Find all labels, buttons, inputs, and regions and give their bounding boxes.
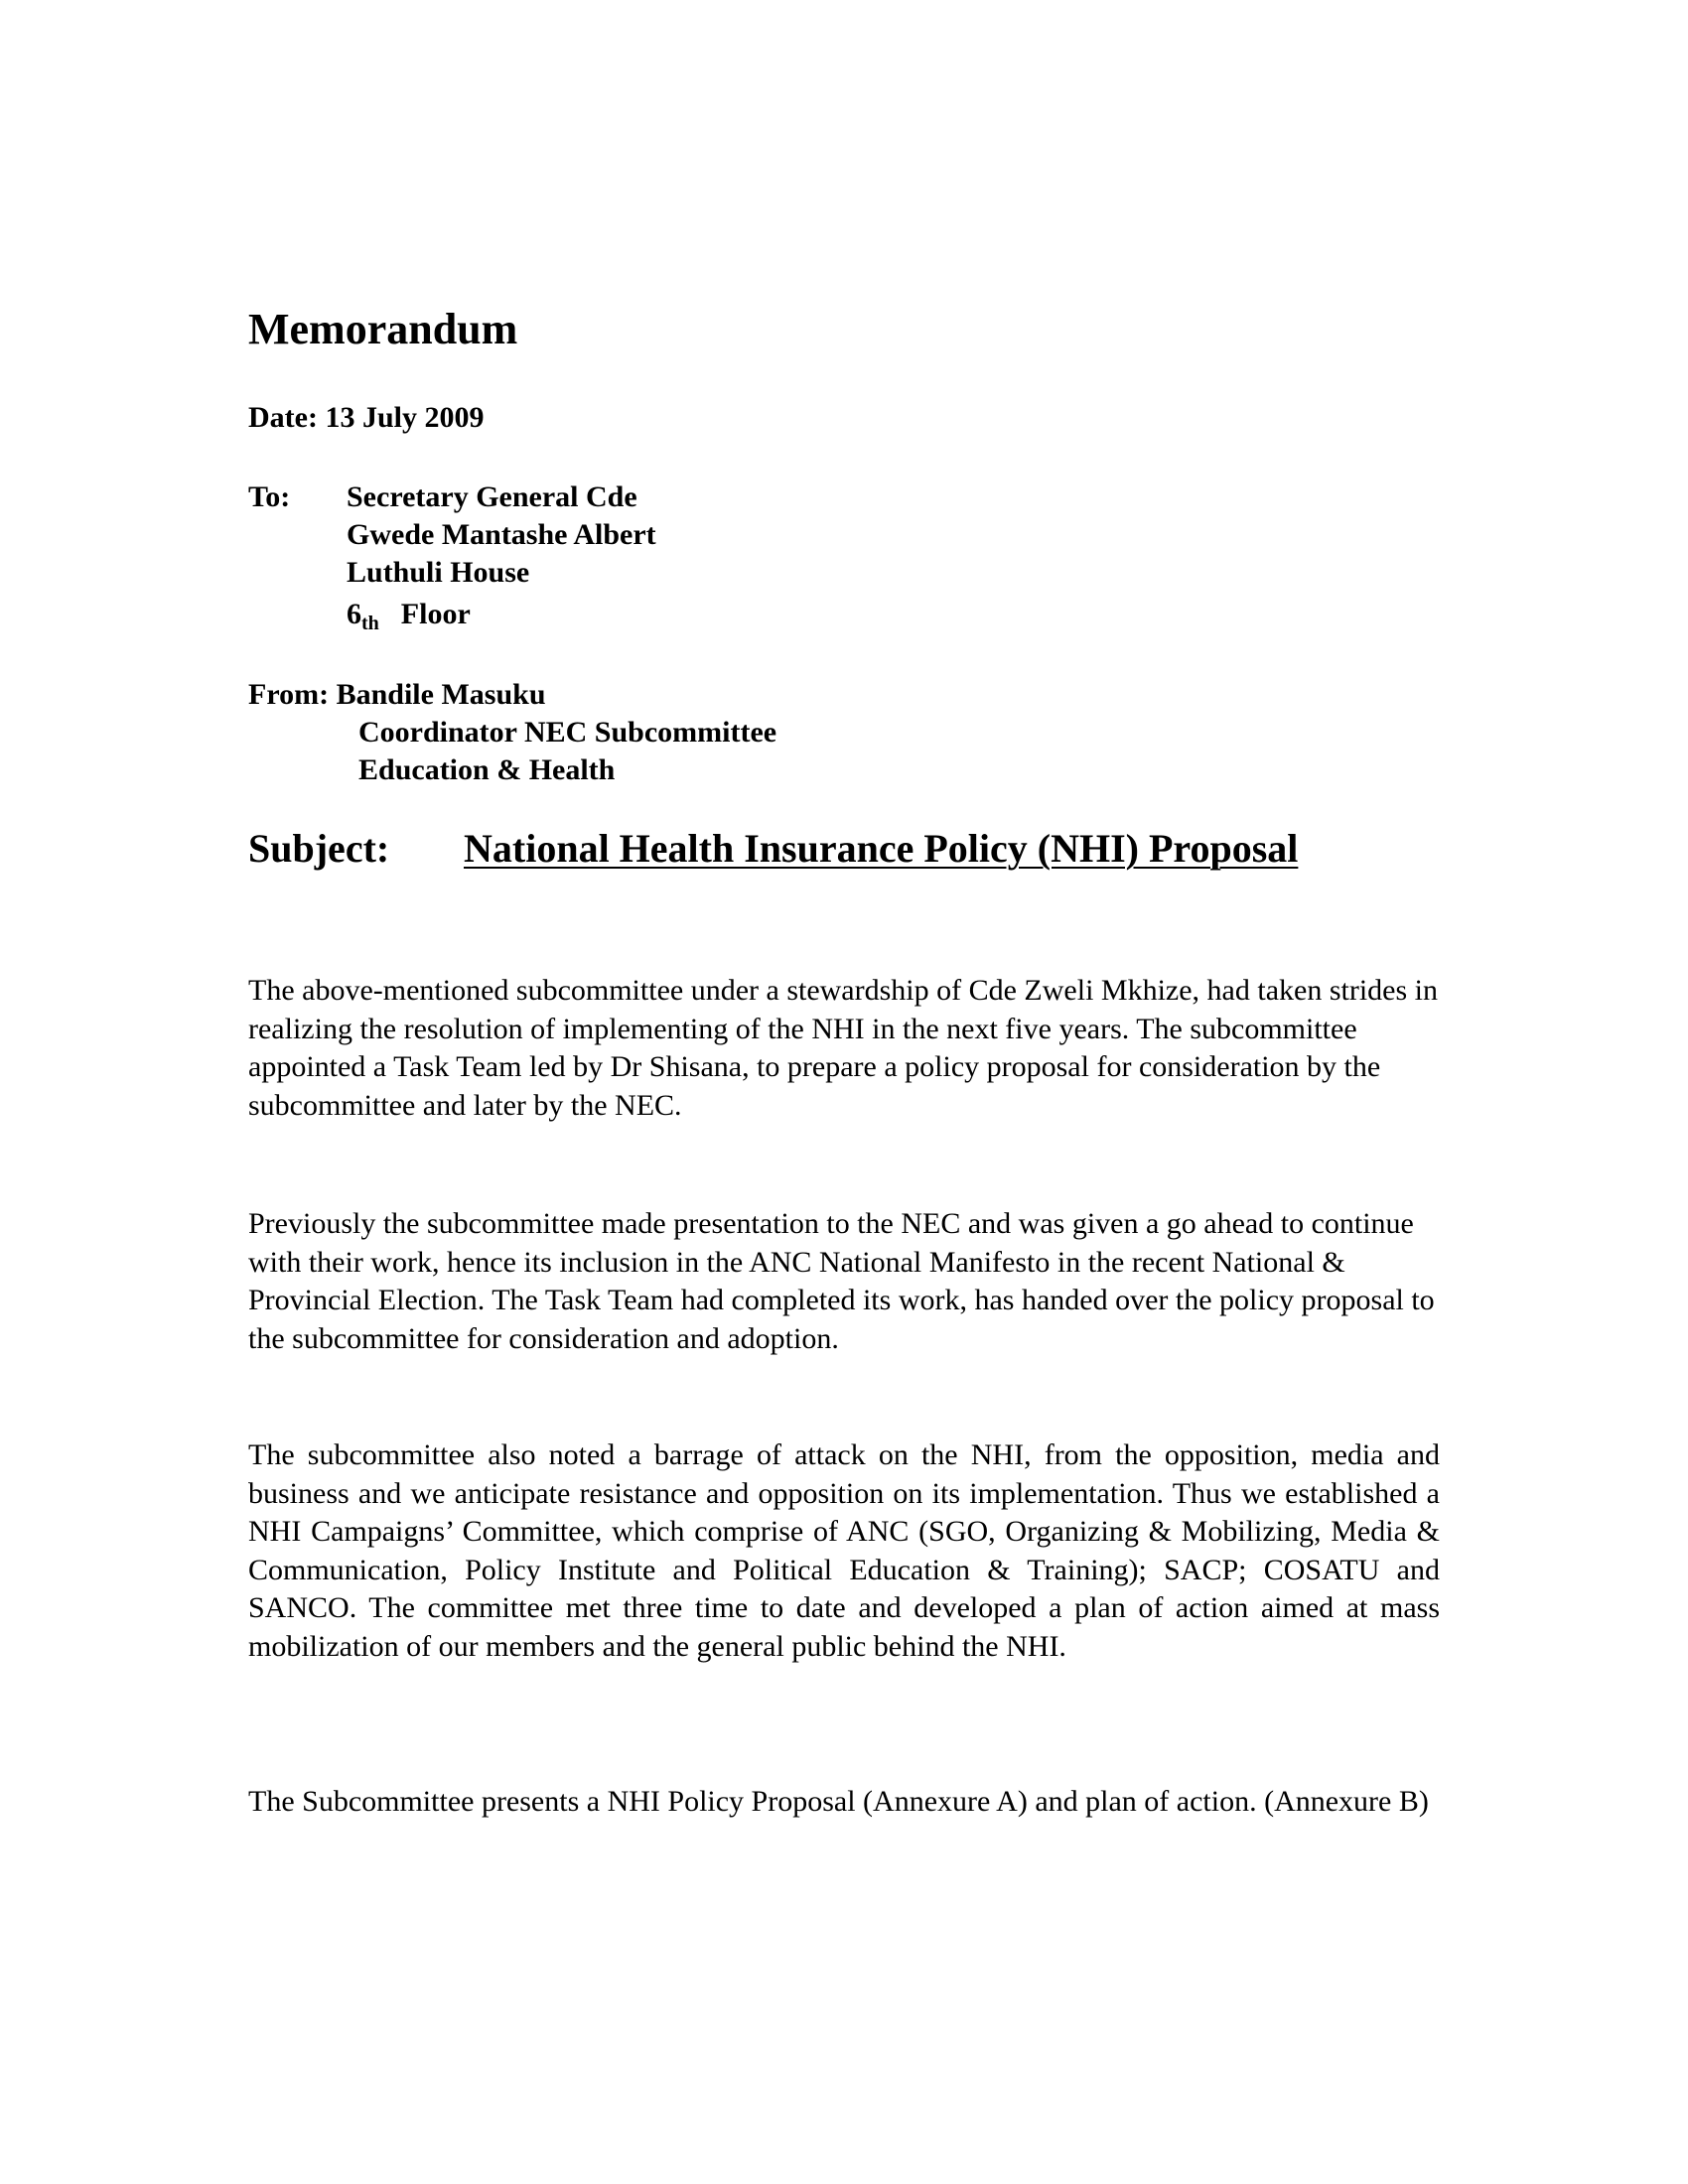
to-address <box>347 478 656 642</box>
to-line-3: Luthuli House <box>347 556 530 589</box>
memo-date: Date: 13 July 2009 <box>248 401 485 434</box>
from-details <box>248 676 776 789</box>
subject-text: National Health Insurance Policy (NHI) Proposal <box>464 826 1299 871</box>
subject-heading <box>248 824 1440 874</box>
to-floor-line <box>347 596 656 642</box>
to-line-1: Secretary General Cde <box>347 480 637 513</box>
body-paragraph-3: The subcommittee also noted a barrage of attack on the NHI, from the opposition, media and business and we anticipate resistance and opposition on its implementation. Thus we established a NHI Campaigns’ Committee, which comprise of ANC (SGO, Organizing & Mobilizing, Media & Communication, Policy Institute and Political Education & Training); SACP; COSATU and SANCO. The committee met three time to date and developed a plan of action aimed at mass mobilization of our members and the general public behind the NHI. <box>248 1438 1440 1663</box>
from-line-1 <box>248 676 776 714</box>
body-paragraph-4: The Subcommittee presents a NHI Policy Proposal (Annexure A) and plan of action. (Annexure B) <box>248 1785 1429 1818</box>
from-name: Bandile Masuku <box>336 678 546 711</box>
floor-suffix: th <box>361 613 379 634</box>
body-paragraph-2: Previously the subcommittee made presentation to the NEC and was given a go ahead to continue with their work, hence its inclusion in the ANC National Manifesto in the recent National & Provincial Election. The Task Team had completed its work, has handed over the policy proposal to the subcommittee for consideration and adoption. <box>248 1207 1435 1355</box>
from-line-2: Coordinator NEC Subcommittee <box>358 716 777 749</box>
to-line-2: Gwede Mantashe Albert <box>347 518 656 551</box>
memo-title: Memorandum <box>248 305 518 353</box>
from-label: From: <box>248 678 330 711</box>
body-paragraph-1: The above-mentioned subcommittee under a stewardship of Cde Zweli Mkhize, had taken strides in realizing the resolution of implementing of the NHI in the next five years. The subcommittee appointed a Task Team led by Dr Shisana, to prepare a policy proposal for consideration by the subcommittee and later by the NEC. <box>248 974 1438 1122</box>
to-label: To: <box>248 480 291 513</box>
from-line-3: Education & Health <box>358 753 616 786</box>
floor-number: 6 <box>347 598 361 630</box>
floor-word: Floor <box>400 598 471 630</box>
subject-label: Subject: <box>248 826 390 871</box>
